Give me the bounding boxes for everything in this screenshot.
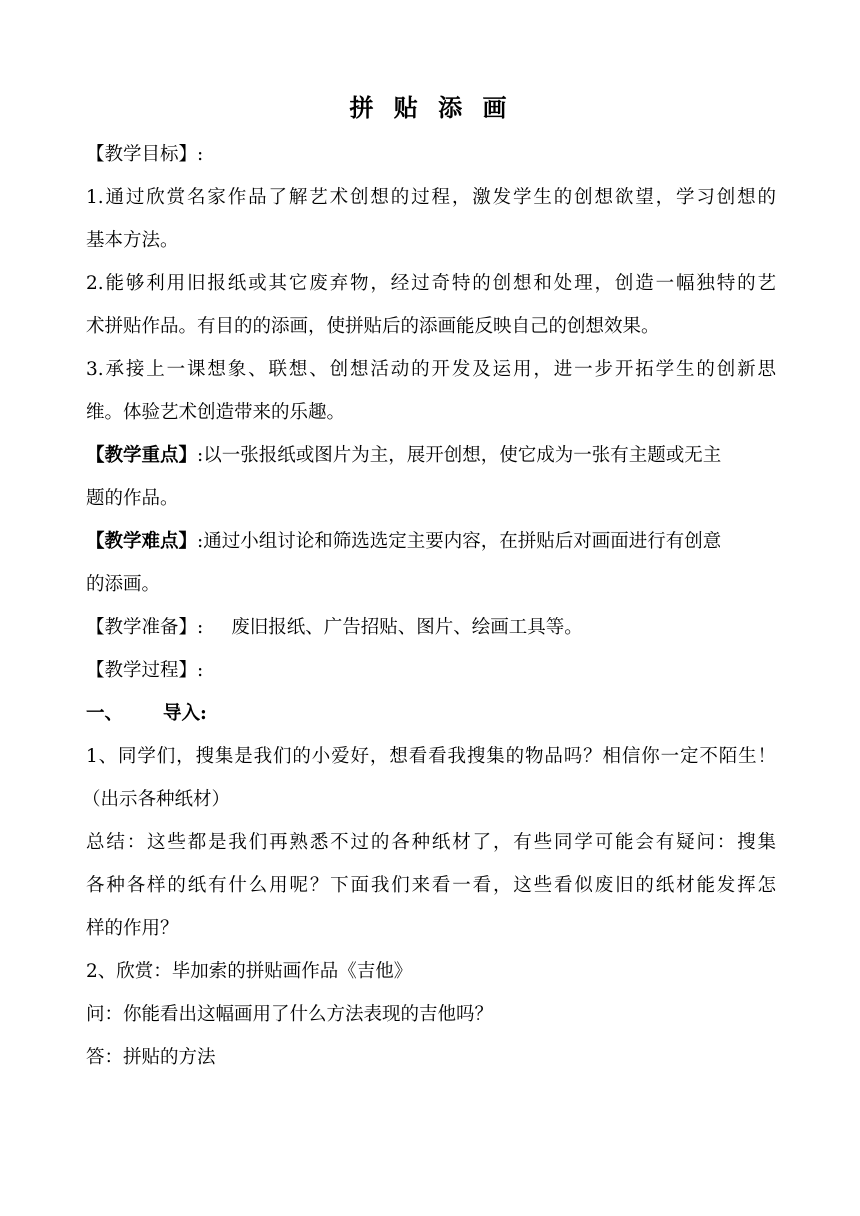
step-2-line: 2、欣赏：毕加索的拼贴画作品《吉他》 bbox=[86, 961, 413, 982]
difficulty-line-2: 的添画。 bbox=[86, 574, 161, 595]
process-heading: 【教学过程】: bbox=[86, 660, 204, 681]
goal-2-line-1: 2.能够利用旧报纸或其它废弃物，经过奇特的创想和处理，创造一幅独特的艺 bbox=[86, 273, 776, 294]
summary-line-1: 总结：这些都是我们再熟悉不过的各种纸材了，有些同学可能会有疑问：搜集 bbox=[86, 832, 776, 853]
difficulty-line-1 bbox=[86, 527, 721, 557]
summary-line-3: 样的作用？ bbox=[86, 918, 179, 939]
key-point-text: :以一张报纸或图片为主，展开创想，使它成为一张有主题或无主 bbox=[197, 445, 722, 466]
difficulty-heading: 【教学难点】 bbox=[86, 531, 198, 552]
summary-line-2: 各种各样的纸有什么用呢？下面我们来看一看，这些看似废旧的纸材能发挥怎 bbox=[86, 875, 776, 896]
goal-3-line-2: 维。体验艺术创造带来的乐趣。 bbox=[86, 402, 346, 423]
key-point-line-2: 题的作品。 bbox=[86, 488, 179, 509]
preparation-line bbox=[86, 613, 583, 643]
goals-heading: 【教学目标】: bbox=[86, 144, 204, 165]
goal-2-line-2: 术拼贴作品。有目的的添画，使拼贴后的添画能反映自己的创想效果。 bbox=[86, 316, 660, 337]
goal-1-line-2: 基本方法。 bbox=[86, 230, 179, 251]
question-line: 问：你能看出这幅画用了什么方法表现的吉他吗？ bbox=[86, 1004, 494, 1025]
section-1-heading bbox=[86, 699, 207, 729]
key-point-line-1 bbox=[86, 441, 721, 471]
goal-3-line-1: 3.承接上一课想象、联想、创想活动的开发及运用，进一步开拓学生的创新思 bbox=[86, 359, 776, 380]
difficulty-text: :通过小组讨论和筛选选定主要内容，在拼贴后对画面进行有创意 bbox=[197, 531, 722, 552]
preparation-heading: 【教学准备】: bbox=[86, 617, 204, 638]
preparation-text: 废旧报纸、广告招贴、图片、绘画工具等。 bbox=[231, 617, 583, 638]
section-1-number: 一、 bbox=[86, 703, 124, 724]
step-1-line-1: 1、同学们，搜集是我们的小爱好，想看看我搜集的物品吗？相信你一定不陌生！ bbox=[86, 746, 776, 767]
key-point-heading: 【教学重点】 bbox=[86, 445, 198, 466]
section-1-title: 导入: bbox=[163, 703, 207, 724]
document-title: 拼 贴 添 画 bbox=[349, 93, 513, 122]
goal-1-line-1: 1.通过欣赏名家作品了解艺术创想的过程，激发学生的创想欲望，学习创想的 bbox=[86, 187, 776, 208]
step-1-line-2: （出示各种纸材） bbox=[82, 789, 231, 810]
answer-line: 答：拼贴的方法 bbox=[86, 1047, 216, 1068]
